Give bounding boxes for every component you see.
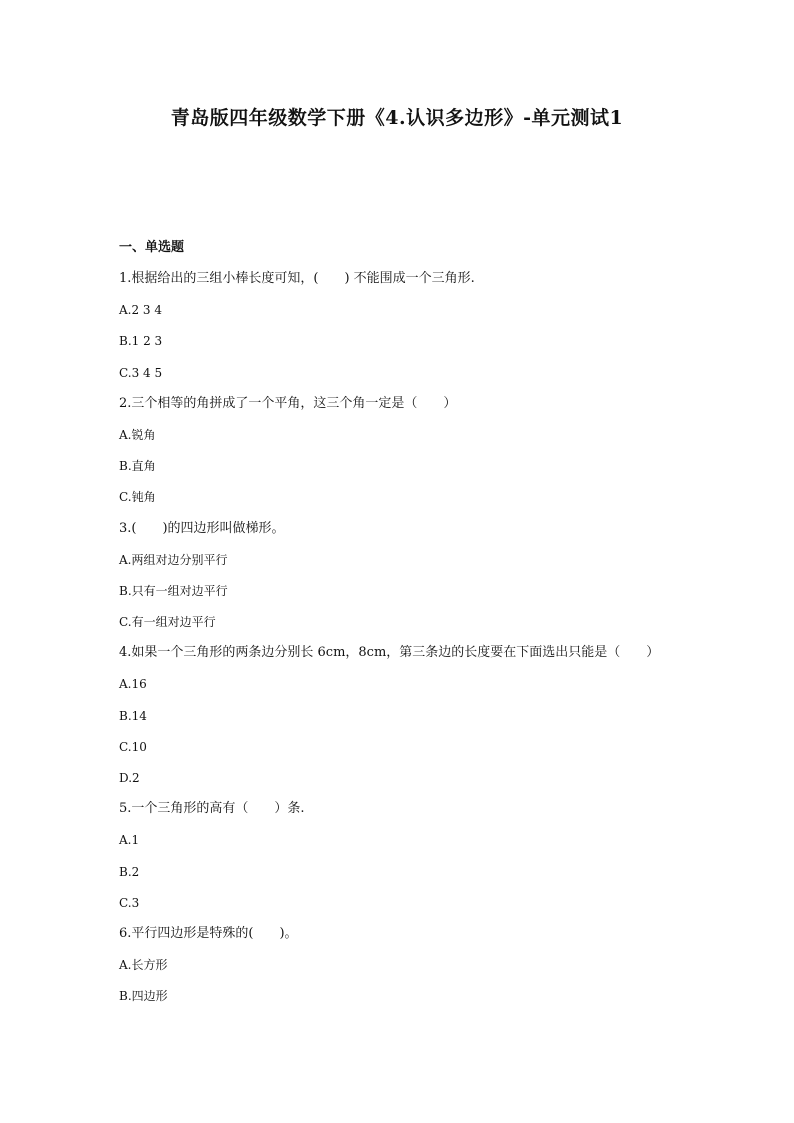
option-b: B.14 [119,708,147,723]
question-stem: 3.( )的四边形叫做梯形。 [119,520,285,536]
option-b: B.2 [119,864,140,879]
question-2 [119,395,719,507]
option-c: C.3 [119,895,140,910]
question-4 [119,644,719,787]
question-stem: 2.三个相等的角拼成了一个平角，这三个角一定是（ ） [119,395,457,411]
question-stem: 5.一个三角形的高有（ ）条. [119,801,305,817]
option-b: B.1 2 3 [119,334,163,349]
option-a: A.1 [119,833,140,848]
option-c: C.3 4 5 [119,365,163,380]
document-title: 青岛版四年级数学下册《4.认识多边形》-单元测试1 [170,107,624,129]
section-heading: 一、单选题 [119,240,185,255]
document-content [119,239,719,1019]
option-a: A.16 [119,677,147,692]
question-6 [119,925,719,1005]
option-c: C.有一组对边平行 [119,615,216,630]
option-a: A.2 3 4 [119,303,163,318]
question-stem: 1.根据给出的三组小棒长度可知，( ) 不能围成一个三角形. [119,271,475,286]
question-stem: 6.平行四边形是特殊的( )。 [119,925,298,941]
question-1 [119,270,719,382]
option-b: B.四边形 [119,989,168,1004]
question-5 [119,800,719,912]
option-c: C.10 [119,739,147,754]
option-b: B.只有一组对边平行 [119,583,228,598]
option-a: A.锐角 [119,427,156,442]
option-a: A.两组对边分别平行 [119,552,228,567]
option-a: A.长方形 [119,958,168,973]
option-c: C.钝角 [119,490,156,505]
question-3 [119,520,719,632]
option-d: D.2 [119,771,140,785]
question-stem: 4.如果一个三角形的两条边分别长 6cm，8cm，第三条边的长度要在下面选出只能是（ ） [119,645,660,661]
option-b: B.直角 [119,459,156,474]
